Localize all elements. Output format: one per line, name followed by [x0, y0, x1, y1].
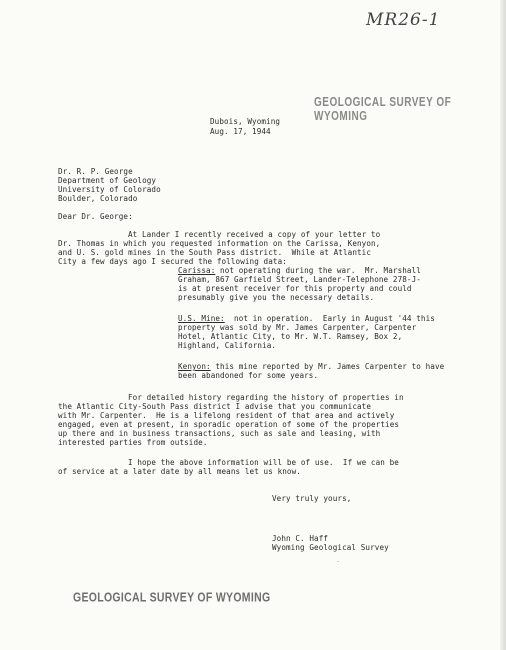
- usmine-label: U.S. Mine:: [178, 314, 225, 323]
- para2-line: For detailed history regarding the history of properties in: [128, 393, 404, 402]
- ink-mark: ․: [337, 557, 340, 564]
- carissa-line: Graham, 867 Garfield Street, Lander-Telephone 278-J-: [178, 275, 421, 284]
- kenyon-text: this mine reported by Mr. James Carpenter to have: [210, 362, 445, 371]
- usmine-text: not in operation. Early in August '44 this: [224, 314, 435, 323]
- para2-line: engaged, even at present, in sporadic operation of some of the properties: [58, 420, 400, 429]
- para1-line: Dr. Thomas in which you requested information on the Carissa, Kenyon,: [58, 239, 381, 248]
- usmine-first-line: [178, 314, 435, 323]
- usmine-line: property was sold by Mr. James Carpenter, Carpenter: [178, 323, 417, 332]
- stamp-bottom: GEOLOGICAL SURVEY OF WYOMING: [73, 590, 271, 605]
- carissa-label: Carissa:: [178, 266, 216, 275]
- address-line: Department of Geology: [58, 176, 157, 185]
- para2-line: up there and in business transactions, such as sale and leasing, with: [58, 429, 381, 438]
- para1-line: and U. S. gold mines in the South Pass district. While at Atlantic: [58, 248, 372, 257]
- signature-name: John C. Haff: [272, 534, 329, 543]
- salutation: Dear Dr. George:: [58, 212, 133, 221]
- carissa-first-line: [178, 266, 421, 275]
- handwritten-reference: MR26-1: [366, 10, 441, 30]
- dateline-date: Aug. 17, 1944: [210, 127, 271, 136]
- closing: Very truly yours,: [272, 494, 352, 503]
- para2-line: with Mr. Carpenter. He is a lifelong resident of that area and actively: [58, 411, 395, 420]
- address-line: University of Colorado: [58, 185, 161, 194]
- address-line: Dr. R. P. George: [58, 167, 133, 176]
- para1-line: At Lander I recently received a copy of your letter to: [128, 230, 381, 239]
- stamp-top: GEOLOGICAL SURVEY OF WYOMING: [314, 96, 452, 124]
- para3-line: I hope the above information will be of use. If we can be: [128, 458, 399, 467]
- para3-line: of service at a later date by all means let us know.: [58, 467, 301, 476]
- dateline-place: Dubois, Wyoming: [210, 117, 281, 126]
- para1-line: City a few days ago I secured the following data:: [58, 257, 287, 266]
- para2-line: interested parties from outside.: [58, 438, 208, 447]
- address-line: Boulder, Colorado: [58, 194, 138, 203]
- para2-line: the Atlantic City-South Pass district I advise that you communicate: [58, 402, 372, 411]
- carissa-line: is at present receiver for this property and could: [178, 284, 412, 293]
- kenyon-label: Kenyon:: [178, 362, 211, 371]
- signature-org: Wyoming Geological Survey: [272, 543, 389, 552]
- kenyon-first-line: [178, 362, 444, 371]
- kenyon-line: been abandoned for some years.: [178, 371, 319, 380]
- carissa-line: presumably give you the necessary details.: [178, 293, 375, 302]
- usmine-line: Hotel, Atlantic City, to Mr. W.T. Ramsey, Box 2,: [178, 332, 403, 341]
- carissa-text: not operating during the war. Mr. Marshall: [215, 266, 421, 275]
- usmine-line: Highland, California.: [178, 341, 277, 350]
